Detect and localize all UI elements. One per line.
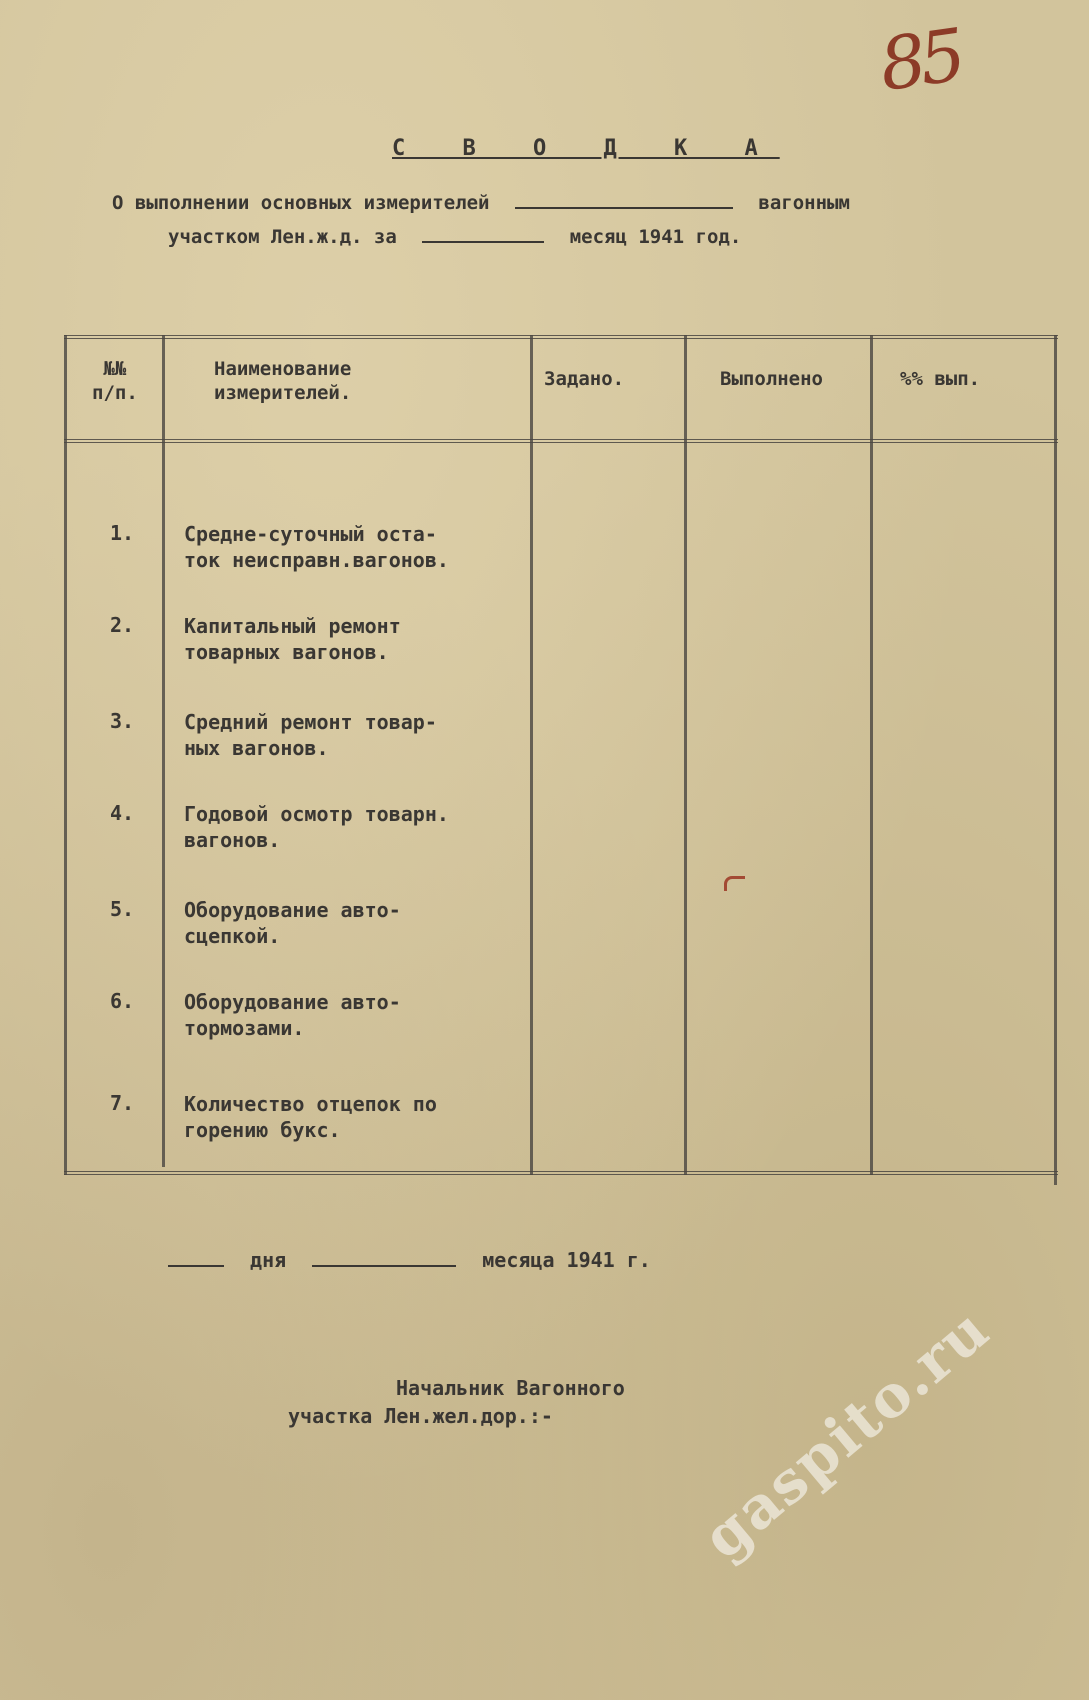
row-5-num: 5.: [110, 897, 135, 921]
header-planned: Задано.: [544, 368, 625, 390]
row-7-name: Количество отцепок по горению букс.: [184, 1092, 437, 1142]
row-1-num: 1.: [110, 521, 135, 545]
blank-measures: [515, 206, 733, 209]
header-num: №№ п/п.: [92, 358, 138, 404]
month-label: месяца 1941 г.: [482, 1248, 651, 1272]
signature-line-2: участка Лен.жел.дор.:-: [288, 1404, 553, 1428]
row-7-num: 7.: [110, 1091, 135, 1115]
table-header-rule: [64, 439, 1058, 443]
subtitle-line1-start: О выполнении основных измерителей: [112, 192, 490, 214]
table-top-rule: [64, 335, 1058, 339]
header-name: Наименование измерителей.: [214, 358, 352, 404]
document-title: С В О Д К А: [392, 136, 780, 161]
col-rule-2: [530, 335, 533, 1175]
header-percent: %% вып.: [900, 368, 981, 390]
pencil-mark: [724, 876, 745, 891]
footer-date: [168, 1248, 651, 1272]
table-left-rule: [64, 335, 67, 1175]
measures-table: [64, 335, 1058, 1183]
subtitle-line-2: [168, 226, 741, 248]
subtitle-line2-end: месяц 1941 год.: [569, 226, 742, 248]
row-6-num: 6.: [110, 989, 135, 1013]
day-label: дня: [250, 1248, 287, 1272]
row-2-num: 2.: [110, 613, 135, 637]
signature-line-1: Начальник Вагонного: [396, 1376, 625, 1400]
header-done: Выполнено: [720, 368, 823, 390]
watermark: gaspito.ru: [690, 1294, 1003, 1573]
row-4-name: Годовой осмотр товарн. вагонов.: [184, 802, 449, 852]
blank-day: [168, 1264, 224, 1267]
subtitle-line-1: [112, 192, 850, 214]
row-6-name: Оборудование авто- тормозами.: [184, 990, 401, 1040]
subtitle-line1-end: вагонным: [758, 192, 850, 214]
col-rule-4: [870, 335, 873, 1175]
page-number: 85: [874, 12, 966, 108]
blank-footer-month: [312, 1264, 456, 1267]
row-4-num: 4.: [110, 801, 135, 825]
row-2-name: Капитальный ремонт товарных вагонов.: [184, 614, 401, 664]
row-3-name: Средний ремонт товар- ных вагонов.: [184, 710, 437, 760]
row-1-name: Средне-суточный оста- ток неисправн.вагонов.: [184, 522, 449, 572]
table-right-rule: [1054, 335, 1057, 1185]
row-3-num: 3.: [110, 709, 135, 733]
blank-month: [422, 240, 544, 243]
col-rule-1: [162, 335, 165, 1167]
col-rule-3: [684, 335, 687, 1175]
subtitle-line2-start: участком Лен.ж.д. за: [168, 226, 397, 248]
row-5-name: Оборудование авто- сцепкой.: [184, 898, 401, 948]
table-bottom-rule: [64, 1171, 1058, 1175]
